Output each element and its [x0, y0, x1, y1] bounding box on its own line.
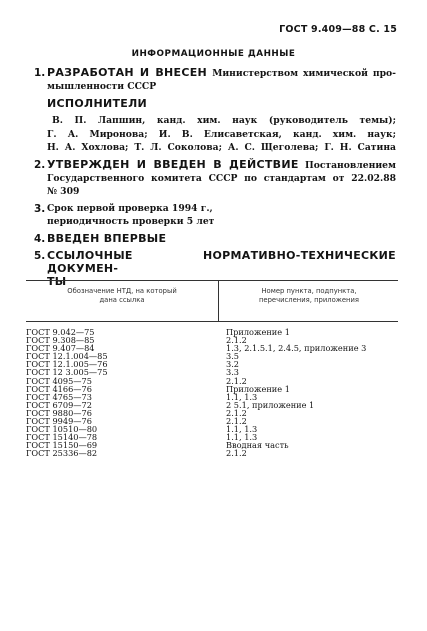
table-row: ГОСТ 9949—76 2.1.2 [26, 416, 247, 427]
table-row: ГОСТ 9880—76 2.1.2 [26, 407, 247, 418]
section-caption: ССЫЛОЧНЫЕ НОРМАТИВНО-ТЕХНИЧЕСКИЕ ДОКУМЕН- [47, 249, 396, 275]
table-row: ГОСТ 4765—73 1.1, 1.3 [26, 391, 258, 402]
executors-caption: ИСПОЛНИТЕЛИ [47, 97, 148, 110]
table-header-rule [26, 321, 398, 322]
executors-list [34, 114, 396, 155]
section-number: 4. [34, 233, 46, 245]
executor-line: Г. А. Миронова; И. В. Елисаветская, канд. хим. наук; [47, 128, 396, 140]
table-row: ГОСТ 15150—69 Вводная часть [26, 440, 289, 451]
section-text: № 309 [47, 186, 80, 197]
table-body [26, 328, 398, 458]
section-number: 1. [34, 67, 46, 79]
table-row: ГОСТ 10510—80 1.1, 1.3 [26, 424, 258, 435]
executors-section [34, 97, 396, 111]
section-text: мышленности СССР [47, 81, 157, 92]
executor-line: В. П. Лапшин, канд. хим. наук (руководитель темы); [52, 115, 396, 126]
table-row: ГОСТ 12.1.005—76 3.2 [26, 359, 240, 370]
table-row: ГОСТ 4095—75 2.1.2 [26, 375, 247, 386]
table-row: ГОСТ 4166—76 Приложение 1 [26, 383, 290, 394]
section-caption: УТВЕРЖДЕН И ВВЕДЕН В ДЕЙСТВИЕ [47, 158, 299, 171]
executor-line: Н. А. Хохлова; Т. Л. Соколова; А. С. Щеголева; Г. Н. Сатина [47, 142, 396, 153]
table-row: ГОСТ 12.1.004—85 3.5 [26, 351, 240, 362]
table-row: ГОСТ 9.308—85 2.1.2 [26, 335, 247, 346]
page-header: ГОСТ 9.409—88 С. 15 [279, 24, 397, 35]
table-header-right: Номер пункта, подпункта, перечисления, приложения [258, 287, 360, 304]
section-number: 3. [34, 203, 46, 215]
section-caption: ВВЕДЕН ВПЕРВЫЕ [47, 232, 167, 245]
table-row: ГОСТ 25336—82 2.1.2 [26, 448, 247, 459]
section-text: Постановлением [305, 160, 396, 171]
section-text: Срок первой проверка 1994 г., [47, 203, 213, 214]
section-4 [34, 232, 396, 246]
page-title: ИНФОРМАЦИОННЫЕ ДАННЫЕ [131, 49, 296, 59]
table-row: ГОСТ 15140—78 1.1, 1.3 [26, 432, 258, 443]
section-5 [34, 249, 396, 288]
table-row: ГОСТ 12 3.005—75 3.3 [26, 367, 240, 378]
section-text: Государственного комитета СССР по стандартам от 22.02.88 [47, 173, 396, 184]
table-row: ГОСТ 6709—72 2 5.1, приложение 1 [26, 399, 315, 410]
section-2 [34, 158, 396, 198]
section-1 [34, 66, 396, 93]
section-caption: РАЗРАБОТАН И ВНЕСЕН [47, 66, 208, 79]
table-header-left: Обозначение НТД, на который дана ссылка [67, 287, 177, 304]
table-row: ГОСТ 9.407—84 1.3, 2.1.5.1, 2.4.5, приложение 3 [26, 343, 367, 354]
section-text: Министерством химической про- [212, 68, 396, 79]
section-number: 5. [34, 250, 46, 262]
section-text: периодичность проверки 5 лет [47, 216, 215, 227]
table-row: ГОСТ 9.042—75 Приложение 1 [26, 327, 290, 337]
table-column-divider [218, 280, 219, 321]
section-caption: ТЫ [47, 275, 67, 288]
table-top-rule [26, 280, 398, 281]
section-3 [34, 202, 396, 228]
section-number: 2. [34, 159, 46, 171]
